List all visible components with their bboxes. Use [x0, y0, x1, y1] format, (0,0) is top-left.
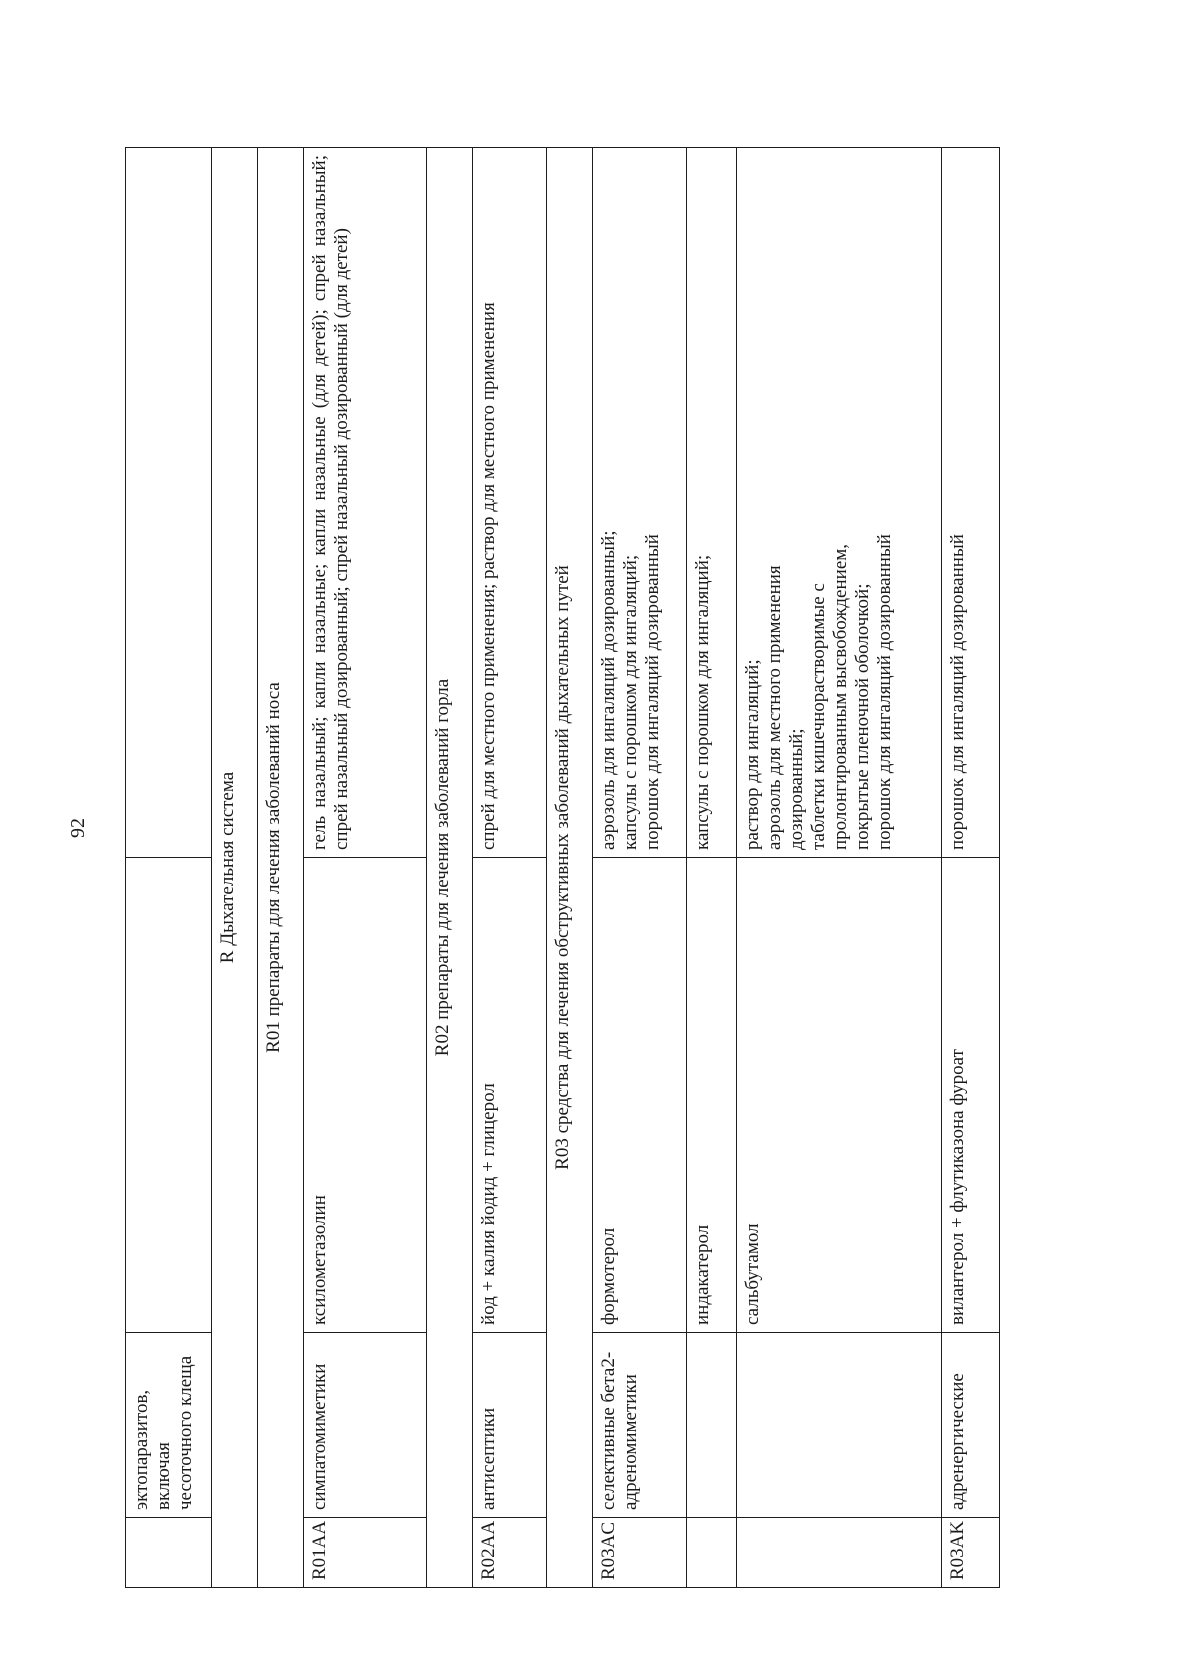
section-row-r03: [546, 148, 592, 1588]
dosage-form-line: дозированный;: [786, 728, 808, 850]
page-number: 92: [67, 818, 89, 838]
drug-name: йод + калия йодид + глицерол: [473, 858, 546, 1333]
section-heading: R03 средства для лечения обструктивных заболеваний дыхательных путей: [546, 148, 592, 1588]
drug-name: сальбутамол: [737, 858, 942, 1333]
dosage-form-line: раствор для ингаляций;: [742, 659, 764, 850]
group-name: [592, 1333, 686, 1518]
group-line: селективные бета2-: [597, 1351, 619, 1510]
table-row-r02aa: [473, 148, 546, 1588]
form-cell-empty: [126, 148, 212, 858]
dosage-form-line: порошок для ингаляций дозированный: [874, 534, 896, 850]
dosage-forms: гель назальный; капли назальные; капли назальные (для детей); спрей назальный; спрей назальный дозированный; спрей назальный дозированный (для детей): [303, 148, 427, 858]
group-cell-empty: [686, 1333, 736, 1518]
drug-name: формотерол: [592, 858, 686, 1333]
dosage-forms: капсулы с порошком для ингаляций;: [686, 148, 736, 858]
dosage-form-line: таблетки кишечнорастворимые с: [808, 583, 830, 850]
drug-name: ксилометазолин: [303, 858, 427, 1333]
dosage-form-line: пролонгированным высвобождением,: [830, 543, 852, 850]
dosage-form-line: порошок для ингаляций дозированный: [641, 534, 663, 850]
dosage-forms: [592, 148, 686, 858]
atc-code: R03AK: [942, 1518, 1000, 1588]
dosage-forms: [737, 148, 942, 858]
dosage-form-line: аэрозоль для местного применения: [764, 565, 786, 850]
dosage-forms: порошок для ингаляций дозированный: [942, 148, 1000, 858]
group-name: симпатомиметики: [303, 1333, 427, 1518]
dosage-form-line: покрытые пленочной оболочкой;: [852, 583, 874, 850]
atc-code: R03AC: [592, 1518, 686, 1588]
code-cell-empty: [686, 1518, 736, 1588]
table-row-r03ac-indacaterol: [686, 148, 736, 1588]
group-line: включая: [153, 1442, 174, 1510]
group-name: адренергические: [942, 1333, 1000, 1518]
drug-name: вилантерол + флутиказона фуроат: [942, 858, 1000, 1333]
table-row-carry-over: [126, 148, 212, 1588]
drug-classification-table: [125, 147, 1000, 1588]
drug-name: индакатерол: [686, 858, 736, 1333]
group-cell: [126, 1333, 212, 1518]
dosage-form-line: капсулы с порошком для ингаляций;: [619, 554, 641, 850]
section-row-r: [211, 148, 257, 1588]
table-row-r03ac-salbutamol: [737, 148, 942, 1588]
section-row-r01: [257, 148, 303, 1588]
drug-cell-empty: [126, 858, 212, 1333]
atc-code: R01AA: [303, 1518, 427, 1588]
table-row-r03ac-formoterol: [592, 148, 686, 1588]
code-cell-empty: [737, 1518, 942, 1588]
atc-code: R02AA: [473, 1518, 546, 1588]
dosage-forms: спрей для местного применения; раствор для местного применения: [473, 148, 546, 858]
section-row-r02: [427, 148, 473, 1588]
table-row-r03ak: [942, 148, 1000, 1588]
rotated-page-content: [125, 148, 1000, 1588]
section-heading: R02 препараты для лечения заболеваний горла: [427, 148, 473, 1588]
group-line: адреномиметики: [619, 1374, 641, 1510]
dosage-form-line: аэрозоль для ингаляций дозированный;: [597, 530, 619, 850]
table-row-r01aa: [303, 148, 427, 1588]
group-name: антисептики: [473, 1333, 546, 1518]
section-heading: R01 препараты для лечения заболеваний носа: [257, 148, 303, 1588]
group-cell-empty: [737, 1333, 942, 1518]
group-line: эктопаразитов,: [131, 1389, 152, 1510]
group-line: чесоточного клеща: [175, 1355, 196, 1510]
code-cell-empty: [126, 1518, 212, 1588]
section-heading: R Дыхательная система: [211, 148, 257, 1588]
